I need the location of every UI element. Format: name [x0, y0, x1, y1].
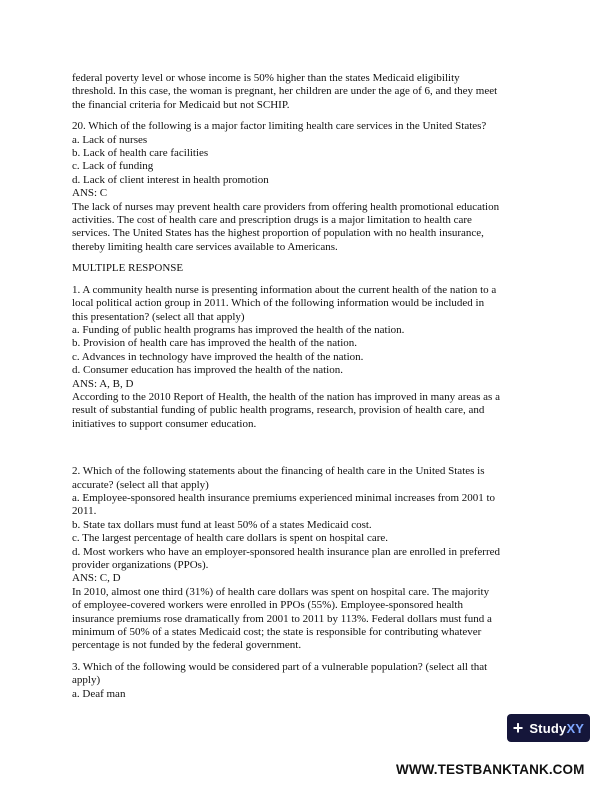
question-line: 3. Which of the following would be considered part of a vulnerable population? (select all that [72, 660, 488, 673]
document-page [72, 72, 542, 701]
rationale-line: activities. The cost of health care and prescription drugs is a major limitation to health care [72, 214, 472, 227]
rationale-line: services. The United States has the highest proportion of population with no health insurance, [72, 227, 484, 240]
option-a: a. Funding of public health programs has improved the health of the nation. [72, 323, 405, 336]
multiple-response-3 [72, 661, 542, 701]
text-line: the financial criteria for Medicaid but not SCHIP. [72, 98, 290, 111]
option-line: a. Employee-sponsored health insurance premiums experienced minimal increases from 2001 to [72, 491, 496, 504]
question-text: 20. Which of the following is a major factor limiting health care services in the United States? [72, 120, 487, 133]
brand-accent: XY [566, 720, 585, 736]
option-d: d. Consumer education has improved the health of the nation. [72, 364, 343, 377]
rationale-line: minimum of 50% of a states Medicaid cost; the state is responsible for contributing whatever [72, 626, 482, 639]
footer-url[interactable]: WWW.TESTBANKTANK.COM [396, 762, 585, 777]
option-c: c. Advances in technology have improved the health of the nation. [72, 350, 364, 363]
rationale-line: The lack of nurses may prevent health care providers from offering health promotional education [72, 200, 500, 213]
question-line: local political action group in 2011. Which of the following information would be included in [72, 297, 485, 310]
option-line: 2011. [72, 505, 97, 518]
answer: ANS: C, D [72, 572, 121, 585]
option-line: b. State tax dollars must fund at least 50% of a states Medicaid cost. [72, 518, 372, 531]
question-line: 1. A community health nurse is presenting information about the current health of the nation to a [72, 283, 497, 296]
rationale-line: result of substantial funding of public health programs, research, provision of health care, and [72, 404, 485, 417]
multiple-response-1 [72, 284, 542, 431]
rationale-line: insurance premiums rose dramatically from 2001 to 2011 by 113%. Federal dollars must fund a [72, 612, 492, 625]
option-c: c. Lack of funding [72, 160, 154, 173]
text-line: federal poverty level or whose income is 50% higher than the states Medicaid eligibility [72, 72, 460, 84]
section-heading: MULTIPLE RESPONSE [72, 262, 184, 275]
question-line: accurate? (select all that apply) [72, 478, 209, 491]
intro-paragraph [72, 72, 542, 112]
option-a: a. Deaf man [72, 687, 126, 700]
question-20 [72, 120, 542, 254]
rationale-line: of employee-covered workers were enrolled in PPOs (55%). Employee-sponsored health [72, 599, 463, 612]
brand-main: Study [529, 720, 567, 736]
option-a: a. Lack of nurses [72, 133, 148, 146]
option-b: b. Lack of health care facilities [72, 147, 209, 160]
option-b: b. Provision of health care has improved the health of the nation. [72, 337, 358, 350]
studyxy-badge[interactable] [507, 714, 590, 742]
rationale-line: initiatives to support consumer education. [72, 417, 257, 430]
plus-icon: + [512, 718, 524, 738]
text-line: threshold. In this case, the woman is pregnant, her children are under the age of 6, and they meet [72, 85, 498, 98]
rationale-line: percentage is not funded by the federal government. [72, 639, 302, 652]
question-line: this presentation? (select all that apply) [72, 310, 245, 323]
question-line: 2. Which of the following statements about the financing of health care in the United States is [72, 465, 485, 478]
multiple-response-2 [72, 465, 542, 653]
answer: ANS: A, B, D [72, 377, 134, 390]
option-d: d. Lack of client interest in health promotion [72, 173, 269, 186]
answer: ANS: C [72, 187, 108, 200]
question-line: apply) [72, 674, 101, 687]
option-line: provider organizations (PPOs). [72, 559, 209, 571]
rationale-line: In 2010, almost one third (31%) of health care dollars was spent on hospital care. The majority [72, 585, 490, 598]
rationale-line: thereby limiting health care services available to Americans. [72, 240, 338, 253]
rationale-line: According to the 2010 Report of Health, the health of the nation has improved in many areas as a [72, 390, 500, 403]
brand-name [529, 721, 584, 736]
option-line: d. Most workers who have an employer-sponsored health insurance plan are enrolled in preferred [72, 545, 501, 558]
option-line: c. The largest percentage of health care dollars is spent on hospital care. [72, 532, 389, 545]
